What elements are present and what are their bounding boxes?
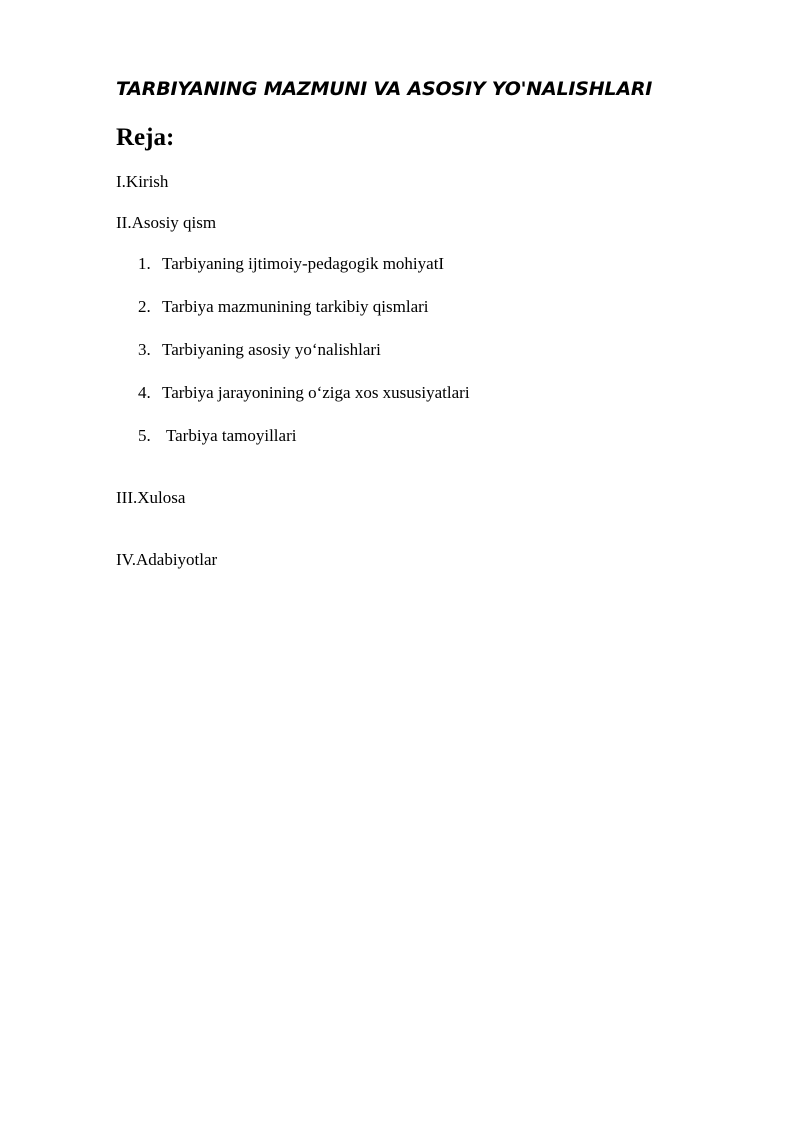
list-item-text: Tarbiya mazmunining tarkibiy qismlari (162, 297, 429, 316)
section-introduction: I.Kirish (116, 172, 169, 191)
plan-heading: Reja: (116, 124, 175, 151)
list-item (138, 254, 444, 274)
list-item-number: 3. (138, 340, 151, 359)
list-item-text: Tarbiya tamoyillari (162, 426, 297, 445)
list-item-number: 5. (138, 426, 151, 445)
section-references: IV.Adabiyotlar (116, 550, 218, 569)
list-item-text: Tarbiyaning ijtimoiy-pedagogik mohiyatI (162, 254, 445, 273)
document-title: TARBIYANING MAZMUNI VA ASOSIY YO'NALISHLARI (116, 78, 653, 100)
list-item (138, 340, 381, 360)
section-main-part: II.Asosiy qism (116, 213, 217, 232)
list-item (138, 426, 296, 446)
list-item (138, 297, 429, 317)
list-item-text: Tarbiya jarayonining o‘ziga xos xususiyatlari (162, 383, 470, 402)
list-item-text: Tarbiyaning asosiy yo‘nalishlari (162, 340, 381, 359)
section-conclusion: III.Xulosa (116, 488, 186, 507)
list-item-number: 4. (138, 383, 151, 402)
list-item (138, 383, 470, 403)
list-item-number: 1. (138, 254, 151, 273)
list-item-number: 2. (138, 297, 151, 316)
